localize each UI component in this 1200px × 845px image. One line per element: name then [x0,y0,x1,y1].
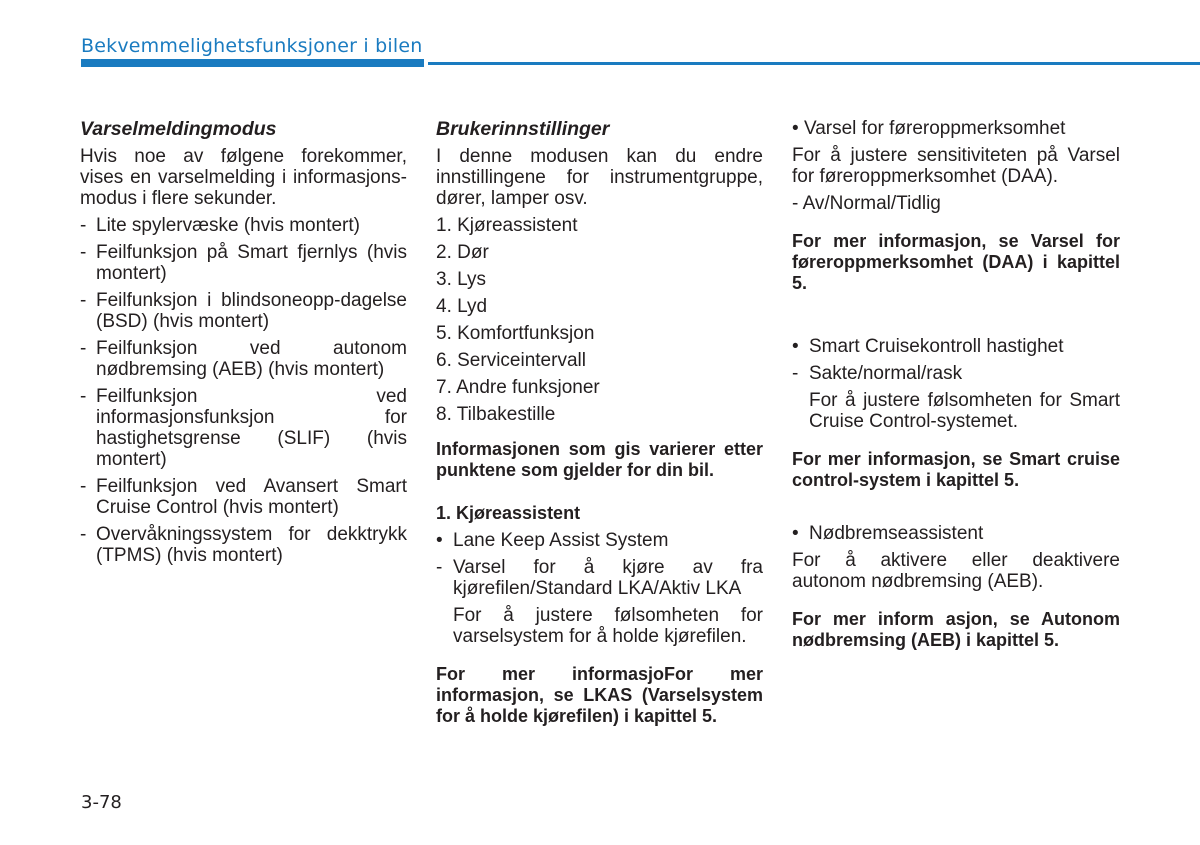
bold-reference: For mer informasjon, se Smart cruise control-system i kapittel 5. [792,449,1120,490]
list-item: - Overvåkningssystem for dekktrykk (TPMS) (hvis montert) [80,524,407,566]
dash-item: - Av/Normal/Tidlig [792,193,941,214]
description-text: For å aktivere eller deaktivere autonom nødbremsing (AEB). [792,550,1120,592]
list-item: 8. Tilbakestille [436,404,556,425]
bold-reference: For mer informasjon, se Varsel for føreroppmerksomhet (DAA) i kapittel 5. [792,231,1120,293]
intro-text: I denne modusen kan du endre innstillingene for instrumentgruppe, dører, lamper osv. [436,146,763,209]
description-text: For å justere sensitiviteten på Varsel for føreroppmerksomhet (DAA). [792,145,1120,187]
bullet-item: • Varsel for føreroppmerksomhet [792,118,1066,139]
list-item: 7. Andre funksjoner [436,377,600,398]
list-item: 2. Dør [436,242,489,263]
list-item: 6. Serviceintervall [436,350,586,371]
bullet-item: • Lane Keep Assist System [436,530,669,551]
bullet-item: • Nødbremseassistent [792,523,984,544]
column-2 [436,118,763,727]
subsection-title: 1. Kjøreassistent [436,503,581,523]
header-rule-thick [81,59,424,67]
description-text: For å justere følsomheten for Smart Cruise Control-systemet. [809,390,1120,432]
list-item: - Feilfunksjon på Smart fjernlys (hvis montert) [80,242,407,284]
list-item: - Feilfunksjon ved autonom nødbremsing (AEB) (hvis montert) [80,338,407,380]
column-1 [80,118,407,566]
bold-note: Informasjonen som gis varierer etter punktene som gjelder for din bil. [436,439,763,480]
bullet-item: • Smart Cruisekontroll hastighet [792,336,1064,357]
description-text: For å justere følsomheten for varselsystem for å holde kjørefilen. [453,605,763,647]
dash-item: - Varsel for å kjøre av fra kjørefilen/Standard LKA/Aktiv LKA [436,557,763,599]
header-rule-thin [428,62,1200,65]
intro-text: Hvis noe av følgene forekommer, vises en varselmelding i informasjons-modus i flere sekunder. [80,146,407,209]
list-item: - Feilfunksjon i blindsoneopp-dagelse (BSD) (hvis montert) [80,290,407,332]
column-3 [792,118,1120,651]
list-item: - Lite spylervæske (hvis montert) [80,215,360,236]
bold-reference: For mer inform asjon, se Autonom nødbremsing (AEB) i kapittel 5. [792,609,1120,650]
list-item: 5. Komfortfunksjon [436,323,595,344]
list-item: 4. Lyd [436,296,488,317]
section-heading: Brukerinnstillinger [436,118,610,140]
page-header-title: Bekvemmelighetsfunksjoner i bilen [81,35,423,57]
list-item: - Feilfunksjon ved Avansert Smart Cruise Control (hvis montert) [80,476,407,518]
dash-item: - Sakte/normal/rask [792,363,963,384]
list-item: 1. Kjøreassistent [436,215,578,236]
bold-reference: For mer informasjoFor mer informasjon, se LKAS (Varselsystem for å holde kjørefilen) i kapittel 5. [436,664,763,726]
list-item: - Feilfunksjon ved informasjonsfunksjon for hastighetsgrense (SLIF) (hvis montert) [80,386,407,470]
page-number: 3-78 [81,792,122,813]
section-heading: Varselmeldingmodus [80,118,277,140]
list-item: 3. Lys [436,269,486,290]
